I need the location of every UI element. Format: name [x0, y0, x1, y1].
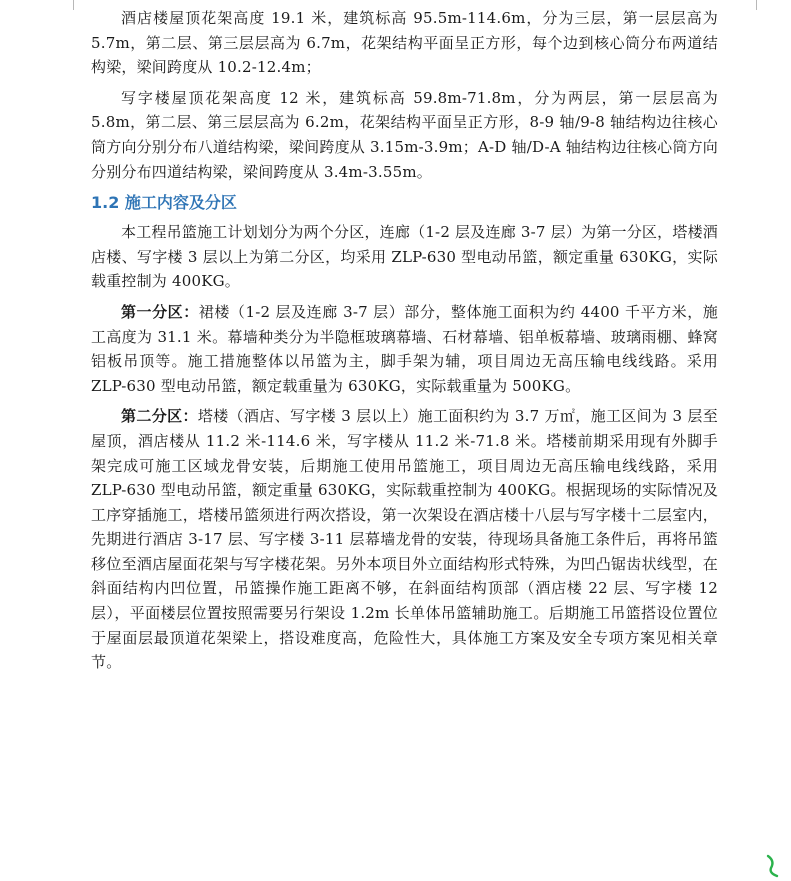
zone-2-lead: 第二分区：	[121, 407, 198, 426]
zone-2-text: 塔楼（酒店、写字楼 3 层以上）施工面积约为 3.7 万㎡，施工区间为 3 层至屋顶，酒店楼从 11.2 米-114.6 米，写字楼从 11.2 米-71.8 米。塔楼前期采用现有外脚手架完成可施工区域龙骨安装，后期施工使用吊篮施工，项目周边无高压输电线线路，采用 ZLP-630 型电动吊篮，额定重量 630KG，实际载重控制为 400KG。根据现场的实际情况及工序穿插施工，塔楼吊篮须进行两次搭设，第一次架设在酒店楼十八层与写字楼十二层室内，先期进行酒店 3-17 层、写字楼 3-11 层幕墙龙骨的安装，待现场具备施工条件后，再将吊篮移位至酒店屋面花架与写字楼花架。另外本项目外立面结构形式特殊，为凹凸锯齿状线型，在斜面结构内凹位置，吊篮操作施工距离不够，在斜面结构顶部（酒店楼 22 层、写字楼 12 层），平面楼层位置按照需要另行架设 1.2m 长单体吊篮辅助施工。后期施工吊篮搭设位置位于屋面层最顶道花架梁上，搭设难度高，危险性大，具体施工方案及安全专项方案见相关章节。	[91, 407, 718, 672]
margin-crop-mark-right	[756, 0, 769, 10]
paragraph-zone-2	[91, 404, 718, 675]
paragraph-zone-1	[91, 300, 718, 398]
zone-1-text: 裙楼（1-2 层及连廊 3-7 层）部分，整体施工面积为约 4400 千平方米，施工高度为 31.1 米。幕墙种类分为半隐框玻璃幕墙、石材幕墙、铝单板幕墙、玻璃雨棚、蜂窝铝板吊顶等。施工措施整体以吊篮为主，脚手架为辅，项目周边无高压输电线线路。采用 ZLP-630 型电动吊篮，额定载重量为 630KG，实际载重量为 500KG。	[91, 302, 718, 395]
paragraph-intro: 本工程吊篮施工计划划分为两个分区，连廊（1-2 层及连廊 3-7 层）为第一分区，塔楼酒店楼、写字楼 3 层以上为第二分区，均采用 ZLP-630 型电动吊篮，额定重量 630KG，实际载重控制为 400KG。	[91, 223, 718, 291]
paragraph-office-frame: 写字楼屋顶花架高度 12 米，建筑标高 59.8m-71.8m，分为两层，第一层层高为 5.8m，第二层、第三层层高为 6.2m，花架结构平面呈正方形，8-9 轴/9-8 轴结构边往核心筒方向分别分布八道结构梁，梁间跨度从 3.15m-3.9m；A-D 轴/D-A 轴结构边往核心筒方向分别分布四道结构梁，梁间跨度从 3.4m-3.55m。	[91, 88, 718, 181]
section-heading: 1.2 施工内容及分区	[91, 193, 237, 213]
paragraph-hotel-frame: 酒店楼屋顶花架高度 19.1 米，建筑标高 95.5m-114.6m，分为三层，第一层层高为 5.7m，第二层、第三层层高为 6.7m，花架结构平面呈正方形，每个边到核心筒分布两道结构梁，梁间跨度从 10.2-12.4m；	[91, 9, 718, 77]
document-body	[91, 6, 718, 681]
zone-1-lead: 第一分区：	[121, 302, 199, 321]
green-check-mark-icon	[765, 852, 785, 878]
margin-crop-mark-left	[61, 0, 74, 10]
